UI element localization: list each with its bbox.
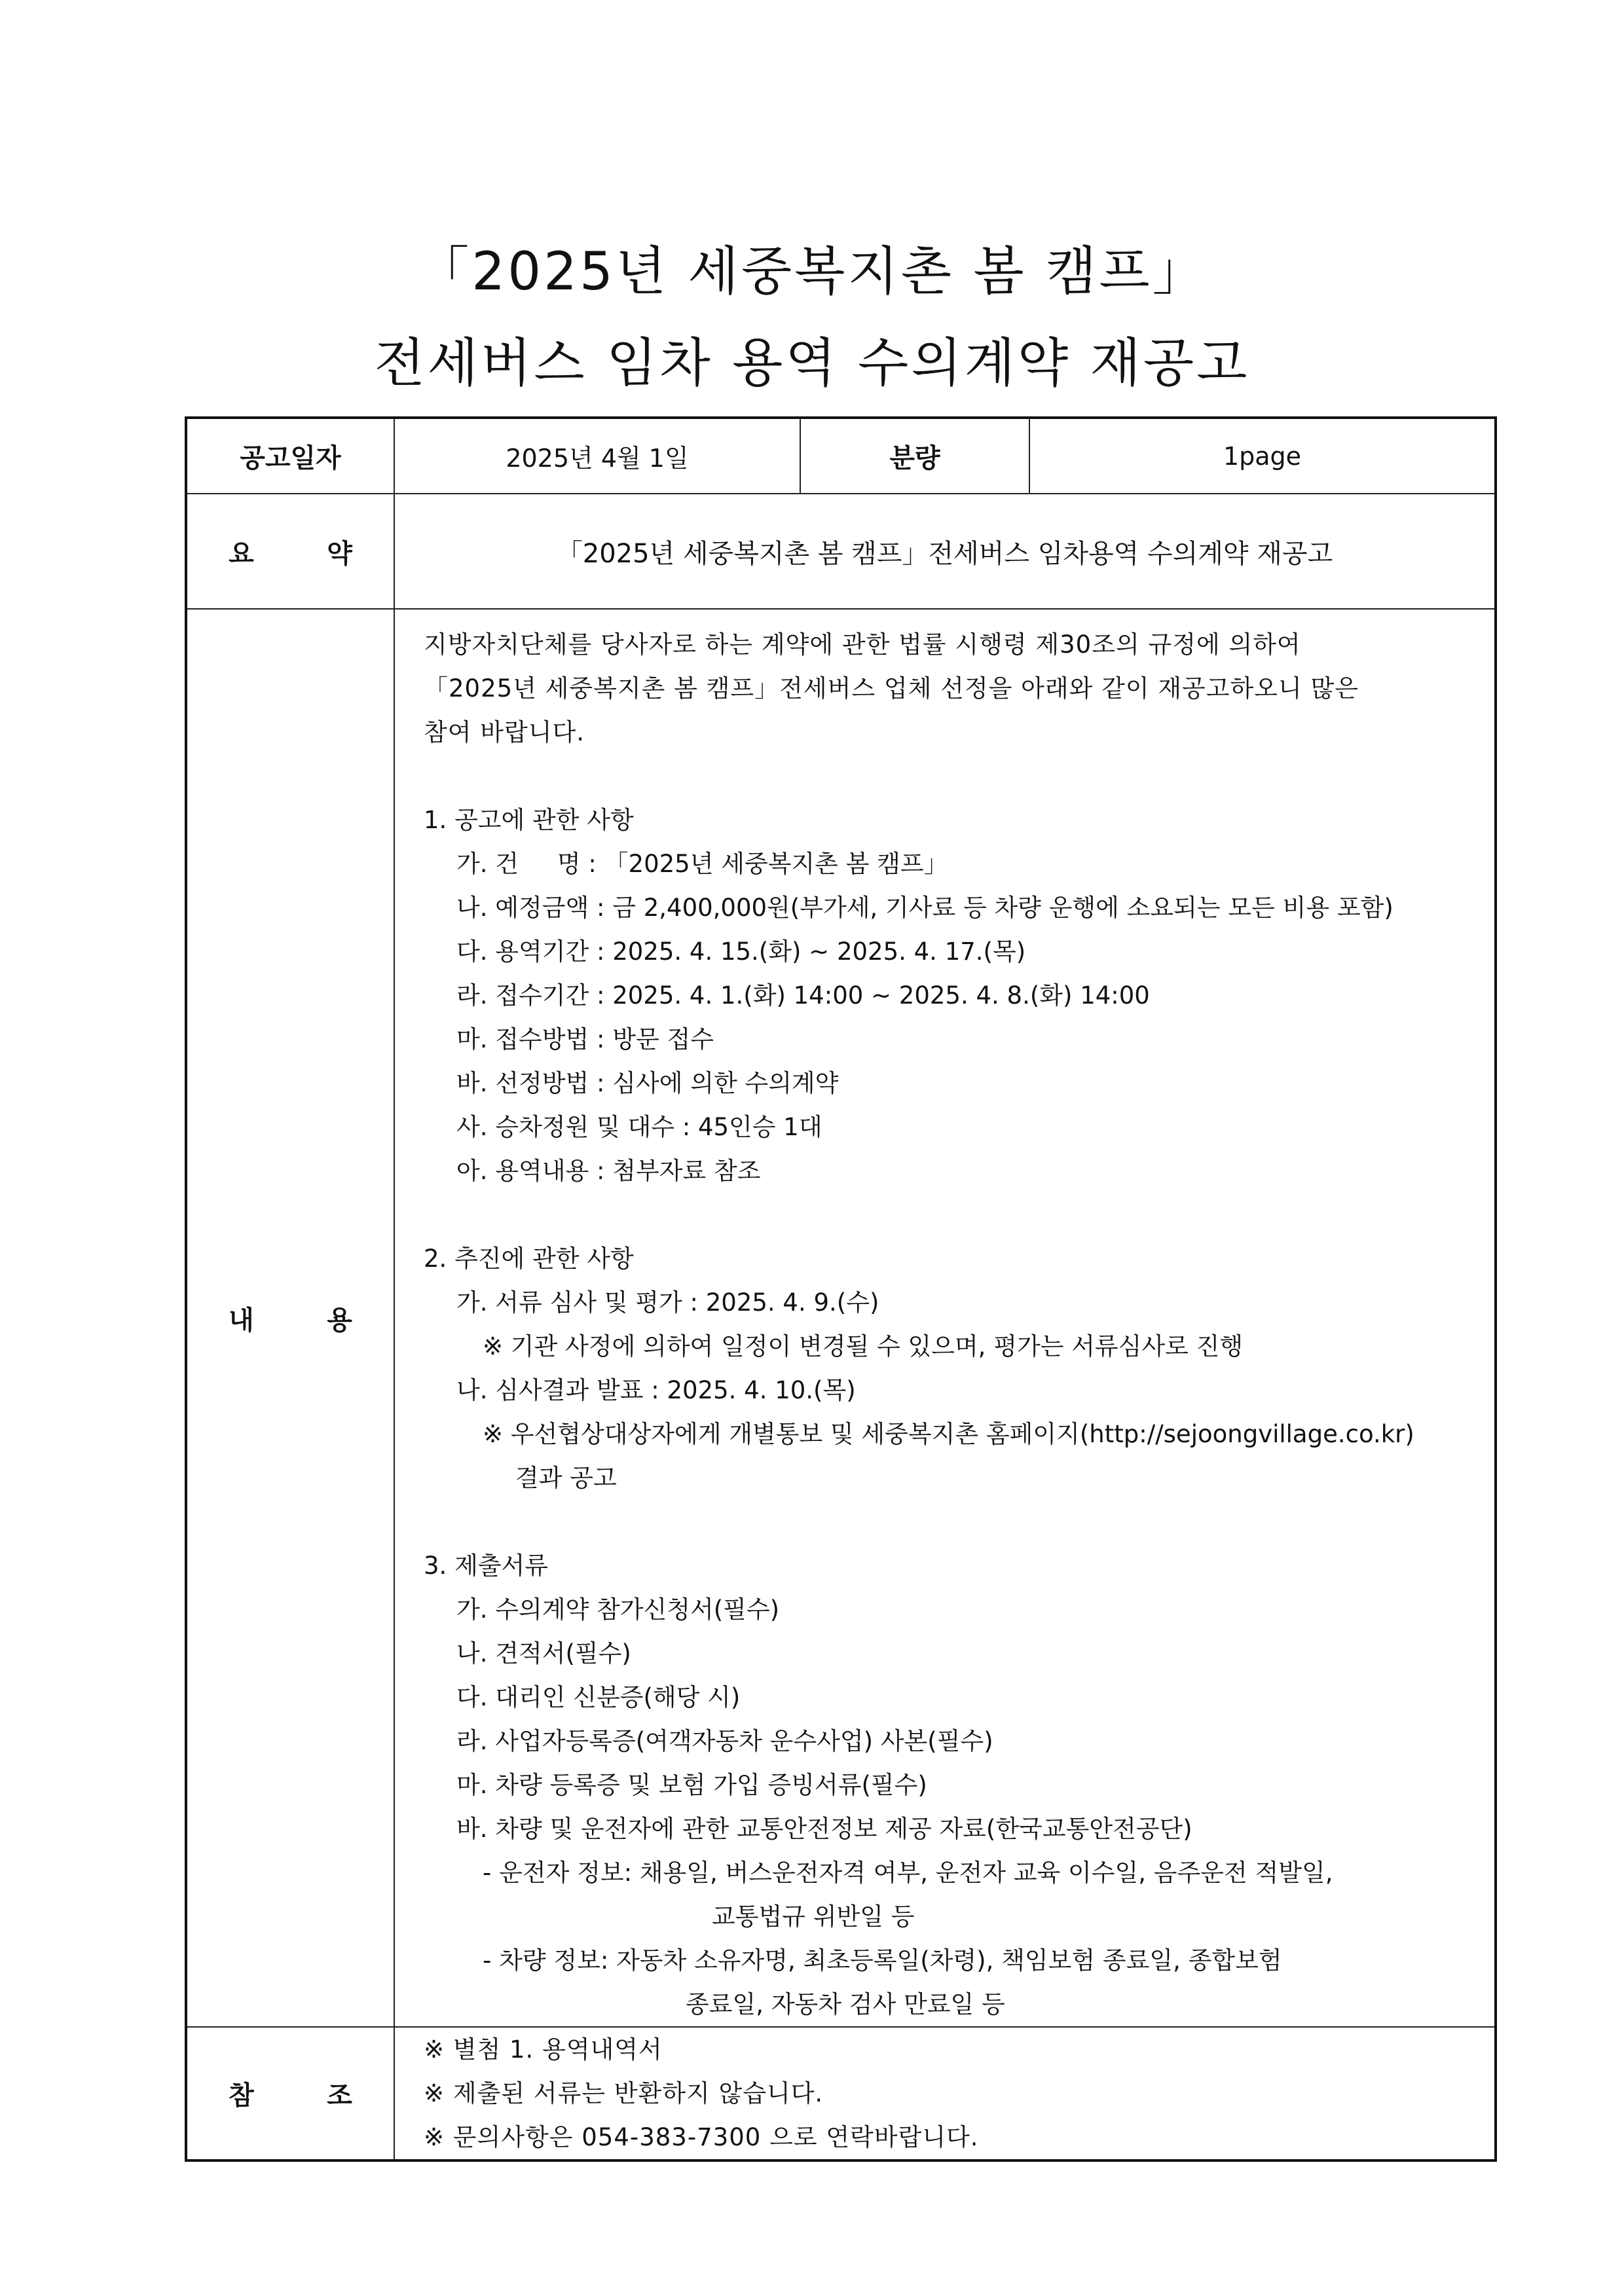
vehicle-info-line: - 차량 정보: 자동차 소유자명, 최초등록일(차령), 책임보험 종료일, 종합보험	[483, 1946, 1282, 1975]
volume-value: 1page	[1029, 418, 1496, 494]
section-2-heading: 2. 추진에 관한 사항	[424, 1245, 634, 1273]
section-1-item: 가. 건 명 : 「2025년 세중복지촌 봄 캠프」	[456, 850, 948, 878]
section-3-item: 다. 대리인 신분증(해당 시)	[456, 1683, 741, 1711]
section-3-item: 마. 차량 등록증 및 보험 가입 증빙서류(필수)	[456, 1771, 927, 1799]
date-value: 2025년 4월 1일	[394, 418, 800, 494]
reference-body	[394, 2027, 1496, 2160]
summary-row	[186, 494, 1496, 609]
section-2-note-b: ※ 우선협상대상자에게 개별통보 및 세중복지촌 홈페이지(http://sejoongvillage.co.kr)	[483, 1420, 1414, 1448]
intro-line: 「2025년 세중복지촌 봄 캠프」전세버스 업체 선정을 아래와 같이 재공고하오니 많은	[424, 674, 1359, 702]
reference-label: 참 조	[186, 2027, 394, 2160]
section-3-item: 라. 사업자등록증(여객자동차 운수사업) 사본(필수)	[456, 1727, 993, 1755]
content-label: 내 용	[186, 609, 394, 2027]
section-1-item: 다. 용역기간 : 2025. 4. 15.(화) ~ 2025. 4. 17.(목)	[456, 938, 1026, 966]
date-label: 공고일자	[186, 418, 394, 494]
section-2-item-a: 가. 서류 심사 및 평가 : 2025. 4. 9.(수)	[456, 1288, 879, 1317]
summary-text: 「2025년 세중복지촌 봄 캠프」전세버스 임차용역 수의계약 재공고	[394, 494, 1496, 609]
intro-line: 지방자치단체를 당사자로 하는 계약에 관한 법률 시행령 제30조의 규정에 의하여	[424, 630, 1301, 659]
summary-label: 요 약	[186, 494, 394, 609]
content-body	[394, 609, 1496, 2027]
section-2-item-b: 나. 심사결과 발표 : 2025. 4. 10.(목)	[456, 1376, 856, 1404]
header-row	[186, 418, 1496, 494]
section-3-item: 나. 견적서(필수)	[456, 1639, 631, 1667]
section-1-item: 마. 접수방법 : 방문 접수	[456, 1025, 714, 1053]
section-3-item: 가. 수의계약 참가신청서(필수)	[456, 1595, 780, 1624]
section-1-item: 사. 승차정원 및 대수 : 45인승 1대	[456, 1113, 822, 1141]
notice-table	[185, 416, 1497, 2162]
title-line-1: 「2025년 세중복지촌 봄 캠프」	[416, 241, 1208, 302]
driver-info-line: - 운전자 정보: 채용일, 버스운전자격 여부, 운전자 교육 이수일, 음주운전 적발일,	[483, 1859, 1333, 1887]
section-1-item: 아. 용역내용 : 첨부자료 참조	[456, 1157, 761, 1185]
section-3-item: 바. 차량 및 운전자에 관한 교통안전정보 제공 자료(한국교통안전공단)	[456, 1815, 1192, 1843]
intro-line: 참여 바랍니다.	[424, 718, 585, 746]
section-3-heading: 3. 제출서류	[424, 1552, 549, 1580]
reference-line: ※ 문의사항은 054-383-7300 으로 연락바랍니다.	[424, 2123, 979, 2151]
section-1-item: 바. 선정방법 : 심사에 의한 수의계약	[456, 1069, 839, 1097]
reference-line: ※ 제출된 서류는 반환하지 않습니다.	[424, 2079, 824, 2107]
volume-label: 분량	[800, 418, 1029, 494]
vehicle-info-line-cont: 종료일, 자동차 검사 만료일 등	[686, 1990, 1005, 2018]
section-2-note-a: ※ 기관 사정에 의하여 일정이 변경될 수 있으며, 평가는 서류심사로 진행	[483, 1332, 1244, 1360]
reference-line: ※ 별첨 1. 용역내역서	[424, 2035, 663, 2064]
reference-row	[186, 2027, 1496, 2160]
section-1-item: 라. 접수기간 : 2025. 4. 1.(화) 14:00 ~ 2025. 4. 8.(화) 14:00	[456, 981, 1150, 1010]
title-line-2: 전세버스 임차 용역 수의계약 재공고	[374, 333, 1250, 393]
content-row	[186, 609, 1496, 2027]
driver-info-line-cont: 교통법규 위반일 등	[712, 1903, 915, 1931]
section-1-heading: 1. 공고에 관한 사항	[424, 806, 634, 834]
section-1-item: 나. 예정금액 : 금 2,400,000원(부가세, 기사료 등 차량 운행에 소요되는 모든 비용 포함)	[456, 894, 1393, 922]
section-2-note-b-cont: 결과 공고	[515, 1464, 617, 1492]
